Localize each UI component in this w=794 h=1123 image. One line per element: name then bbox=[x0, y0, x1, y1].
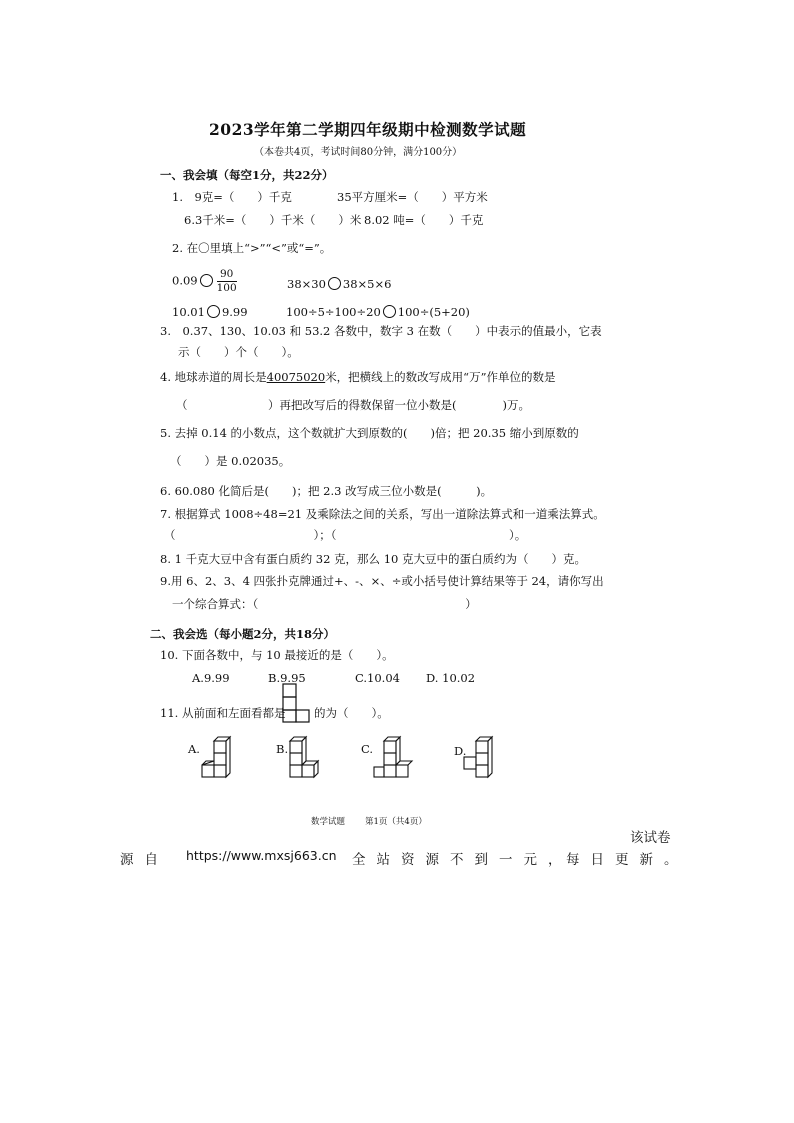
compare-circle bbox=[200, 274, 213, 287]
q1-d: 8.02 吨=（ ）千克 bbox=[364, 213, 484, 227]
source-note-prefix: 源自 bbox=[120, 852, 169, 868]
fraction-numerator: 90 bbox=[217, 268, 237, 282]
q10-option-b: B.9.95 bbox=[268, 671, 306, 685]
q7-line2: （ ）；（ ）。 bbox=[164, 528, 527, 542]
source-note-end: 每日更新。 bbox=[566, 852, 689, 868]
q2-d-right: 100÷(5+20) bbox=[397, 305, 470, 319]
q1-c: 6.3千米=（ ）千米（ ）米 bbox=[184, 213, 362, 227]
source-note-line1: 该试卷 bbox=[630, 830, 671, 846]
compare-circle bbox=[383, 305, 396, 318]
q2-d-left: 100÷5÷100÷20 bbox=[286, 305, 381, 319]
q2-c bbox=[172, 305, 248, 319]
q2-a-left: 0.09 bbox=[172, 273, 198, 288]
block-figure-b bbox=[288, 737, 322, 781]
q4-text-b: 米，把横线上的数改写成用“万”作单位的数是 bbox=[325, 370, 556, 384]
q10-option-d: D. 10.02 bbox=[426, 671, 476, 685]
q11-option-a: A. bbox=[188, 742, 200, 756]
q11-option-d: D. bbox=[454, 744, 467, 758]
q6: 6. 60.080 化简后是( )；把 2.3 改写成三位小数是( )。 bbox=[160, 484, 493, 498]
q3-line1: 3. 0.37、130、10.03 和 53.2 各数中，数字 3 在数（ ）中表示的值最小，它表 bbox=[160, 324, 602, 338]
footer-subject: 数学试题 bbox=[311, 817, 346, 827]
q11-option-b: B. bbox=[276, 742, 289, 756]
q2-b-left: 38×30 bbox=[287, 277, 326, 291]
q2-b-right: 38×5×6 bbox=[342, 277, 392, 291]
source-url[interactable]: https://www.mxsj663.cn bbox=[186, 848, 337, 863]
q2-intro: 2. 在〇里填上“>”“<”或“=”。 bbox=[172, 241, 332, 255]
q2-d bbox=[286, 305, 470, 319]
compare-circle bbox=[207, 305, 220, 318]
q9-line1: 9.用 6、2、3、4 四张扑克牌通过+、-、×、÷或小括号使计算结果等于 24，请你写出 bbox=[160, 574, 604, 588]
q9-line2: 一个综合算式：（ ） bbox=[172, 597, 477, 611]
exam-info: （本卷共4页，考试时间80分钟，满分100分） bbox=[254, 147, 463, 158]
q2-b bbox=[287, 277, 391, 291]
q11-stem-b: 的为（ ）。 bbox=[314, 706, 389, 720]
q11-option-c: C. bbox=[361, 742, 374, 756]
q4-number: 40075020 bbox=[266, 370, 326, 384]
q10-stem: 10. 下面各数中，与 10 最接近的是（ ）。 bbox=[160, 648, 394, 662]
source-note-middle: 全站资源不到一元， bbox=[352, 852, 573, 868]
q4-text-a: 4. 地球赤道的周长是 bbox=[160, 370, 267, 384]
q7-line1: 7. 根据算式 1008÷48=21 及乘除法之间的关系，写出一道除法算式和一道乘法算式。 bbox=[160, 507, 605, 521]
compare-circle bbox=[328, 277, 341, 290]
q1-b: 35平方厘米=（ ）平方米 bbox=[337, 190, 488, 204]
footer-page-number: 第1页（共4页） bbox=[365, 817, 427, 827]
q8: 8. 1 千克大豆中含有蛋白质约 32 克，那么 10 克大豆中的蛋白质约为（ ）克。 bbox=[160, 552, 586, 566]
q3-line2: 示（ ）个（ ）。 bbox=[178, 345, 299, 359]
block-figure-a bbox=[200, 737, 234, 781]
q10-option-c: C.10.04 bbox=[355, 671, 400, 685]
section-1-heading: 一、我会填（每空1分，共22分） bbox=[160, 168, 334, 182]
q5-line1: 5. 去掉 0.14 的小数点，这个数就扩大到原数的( )倍；把 20.35 缩小到原数的 bbox=[160, 426, 579, 440]
q2-c-right: 9.99 bbox=[221, 305, 248, 319]
block-figure-d bbox=[464, 737, 500, 781]
block-figure-c bbox=[374, 737, 414, 781]
section-2-heading: 二、我会选（每小题2分，共18分） bbox=[150, 627, 336, 641]
fraction-denominator: 100 bbox=[216, 282, 237, 294]
q4-line2: （ ）再把改写后的得数保留一位小数是( )万。 bbox=[176, 398, 530, 412]
view-shape-figure bbox=[282, 683, 312, 723]
q10-option-a: A.9.99 bbox=[192, 671, 230, 685]
fraction bbox=[217, 268, 237, 295]
q11-stem-a: 11. 从前面和左面看都是 bbox=[160, 706, 286, 720]
q2-c-left: 10.01 bbox=[172, 305, 205, 319]
page-title: 2023学年第二学期四年级期中检测数学试题 bbox=[209, 120, 527, 139]
q4-line1 bbox=[160, 370, 555, 384]
q2-a bbox=[172, 268, 239, 295]
q1-a: 1. 9克=（ ）千克 bbox=[172, 190, 292, 204]
q5-line2: （ ）是 0.02035。 bbox=[170, 454, 291, 468]
